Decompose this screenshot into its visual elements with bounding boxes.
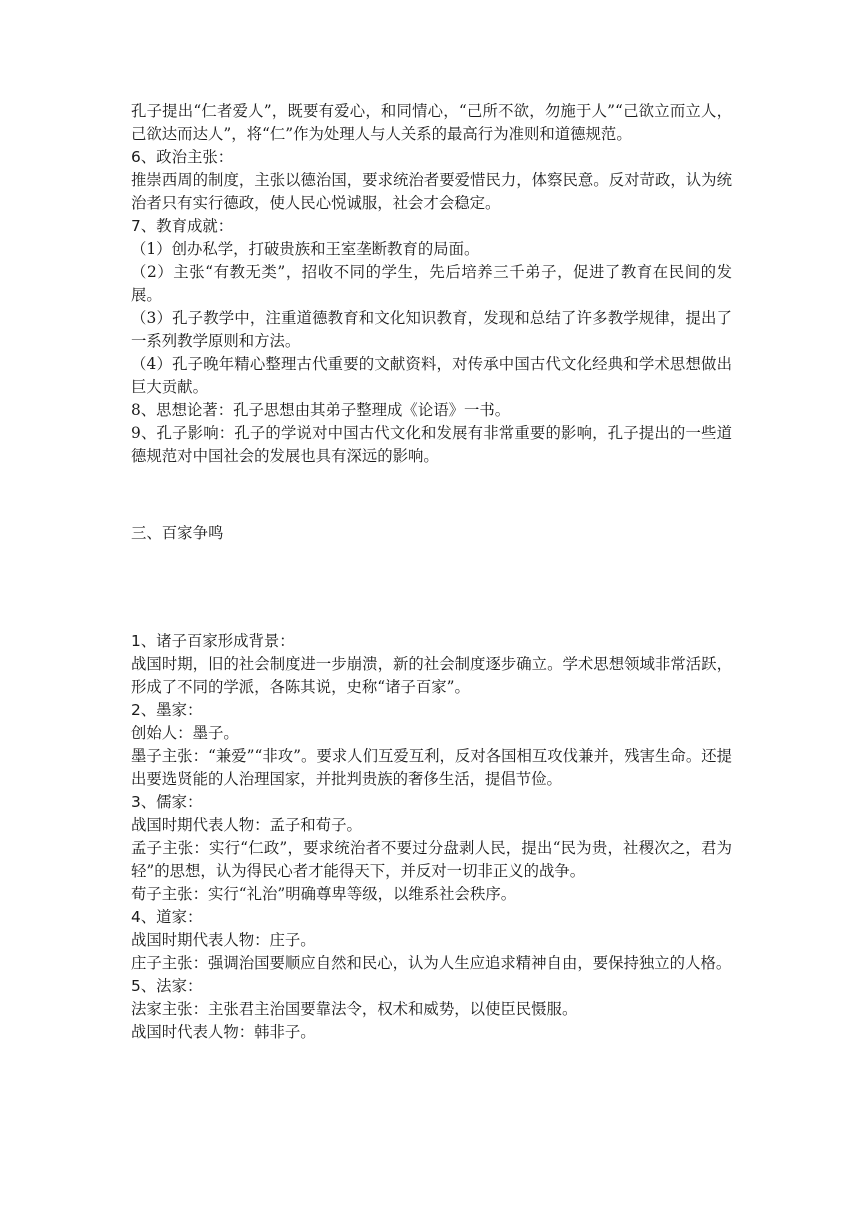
paragraph: 墨子主张：“兼爱”“非攻”。要求人们互爱互利，反对各国相互攻伐兼并，残害生命。还提出要选贤能的人治理国家，并批判贵族的奢侈生活，提倡节俭。	[131, 747, 732, 788]
section-confucius-continued	[131, 100, 732, 468]
paragraph: （2）主张“有教无类”，招收不同的学生，先后培养三千弟子，促进了教育在民间的发展。	[131, 263, 732, 304]
paragraph: 战国时期，旧的社会制度进一步崩溃，新的社会制度逐步确立。学术思想领域非常活跃，形成了不同的学派，各陈其说，史称“诸子百家”。	[131, 655, 732, 696]
paragraph: 孔子提出“仁者爱人”，既要有爱心，和同情心，“己所不欲，勿施于人”“己欲立而立人，己欲达而达人”，将“仁”作为处理人与人关系的最高行为准则和道德规范。	[131, 102, 732, 143]
paragraph: （1）创办私学，打破贵族和王室垄断教育的局面。	[131, 240, 480, 258]
paragraph: 8、思想论著：孔子思想由其弟子整理成《论语》一书。	[131, 401, 511, 419]
paragraph: 战国时代表人物：韩非子。	[131, 1023, 316, 1041]
paragraph: 战国时期代表人物：孟子和荀子。	[131, 816, 362, 834]
paragraph: 庄子主张：强调治国要顺应自然和民心，认为人生应追求精神自由，要保持独立的人格。	[131, 954, 732, 972]
paragraph: 孟子主张：实行“仁政”，要求统治者不要过分盘剥人民，提出“民为贵，社稷次之，君为轻”的思想，认为得民心者才能得天下，并反对一切非正义的战争。	[131, 839, 732, 880]
section-hundred-schools	[131, 630, 732, 1044]
paragraph: （4）孔子晚年精心整理古代重要的文献资料，对传承中国古代文化经典和学术思想做出巨大贡献。	[131, 355, 732, 396]
subheading: 1、诸子百家形成背景：	[131, 632, 295, 650]
subheading: 2、墨家：	[131, 701, 203, 719]
paragraph: （3）孔子教学中，注重道德教育和文化知识教育，发现和总结了许多教学规律，提出了一系列教学原则和方法。	[131, 309, 732, 350]
subheading: 5、法家：	[131, 977, 203, 995]
paragraph: 创始人：墨子。	[131, 724, 239, 742]
paragraph: 法家主张：主张君主治国要靠法令，权术和威势，以使臣民慑服。	[131, 1000, 578, 1018]
section-title: 三、百家争鸣	[131, 524, 224, 542]
paragraph: 9、孔子影响：孔子的学说对中国古代文化和发展有非常重要的影响，孔子提出的一些道德规范对中国社会的发展也具有深远的影响。	[131, 424, 732, 465]
paragraph: 荀子主张：实行“礼治”明确尊卑等级，以维系社会秩序。	[131, 885, 517, 903]
subheading: 6、政治主张：	[131, 148, 234, 166]
subheading: 7、教育成就：	[131, 217, 234, 235]
paragraph: 推崇西周的制度，主张以德治国，要求统治者要爱惜民力，体察民意。反对苛政，认为统治者只有实行德政，使人民心悦诚服，社会才会稳定。	[131, 171, 732, 212]
spacer	[131, 545, 732, 630]
paragraph: 战国时期代表人物：庄子。	[131, 931, 316, 949]
subheading: 4、道家：	[131, 908, 203, 926]
subheading: 3、儒家：	[131, 793, 203, 811]
